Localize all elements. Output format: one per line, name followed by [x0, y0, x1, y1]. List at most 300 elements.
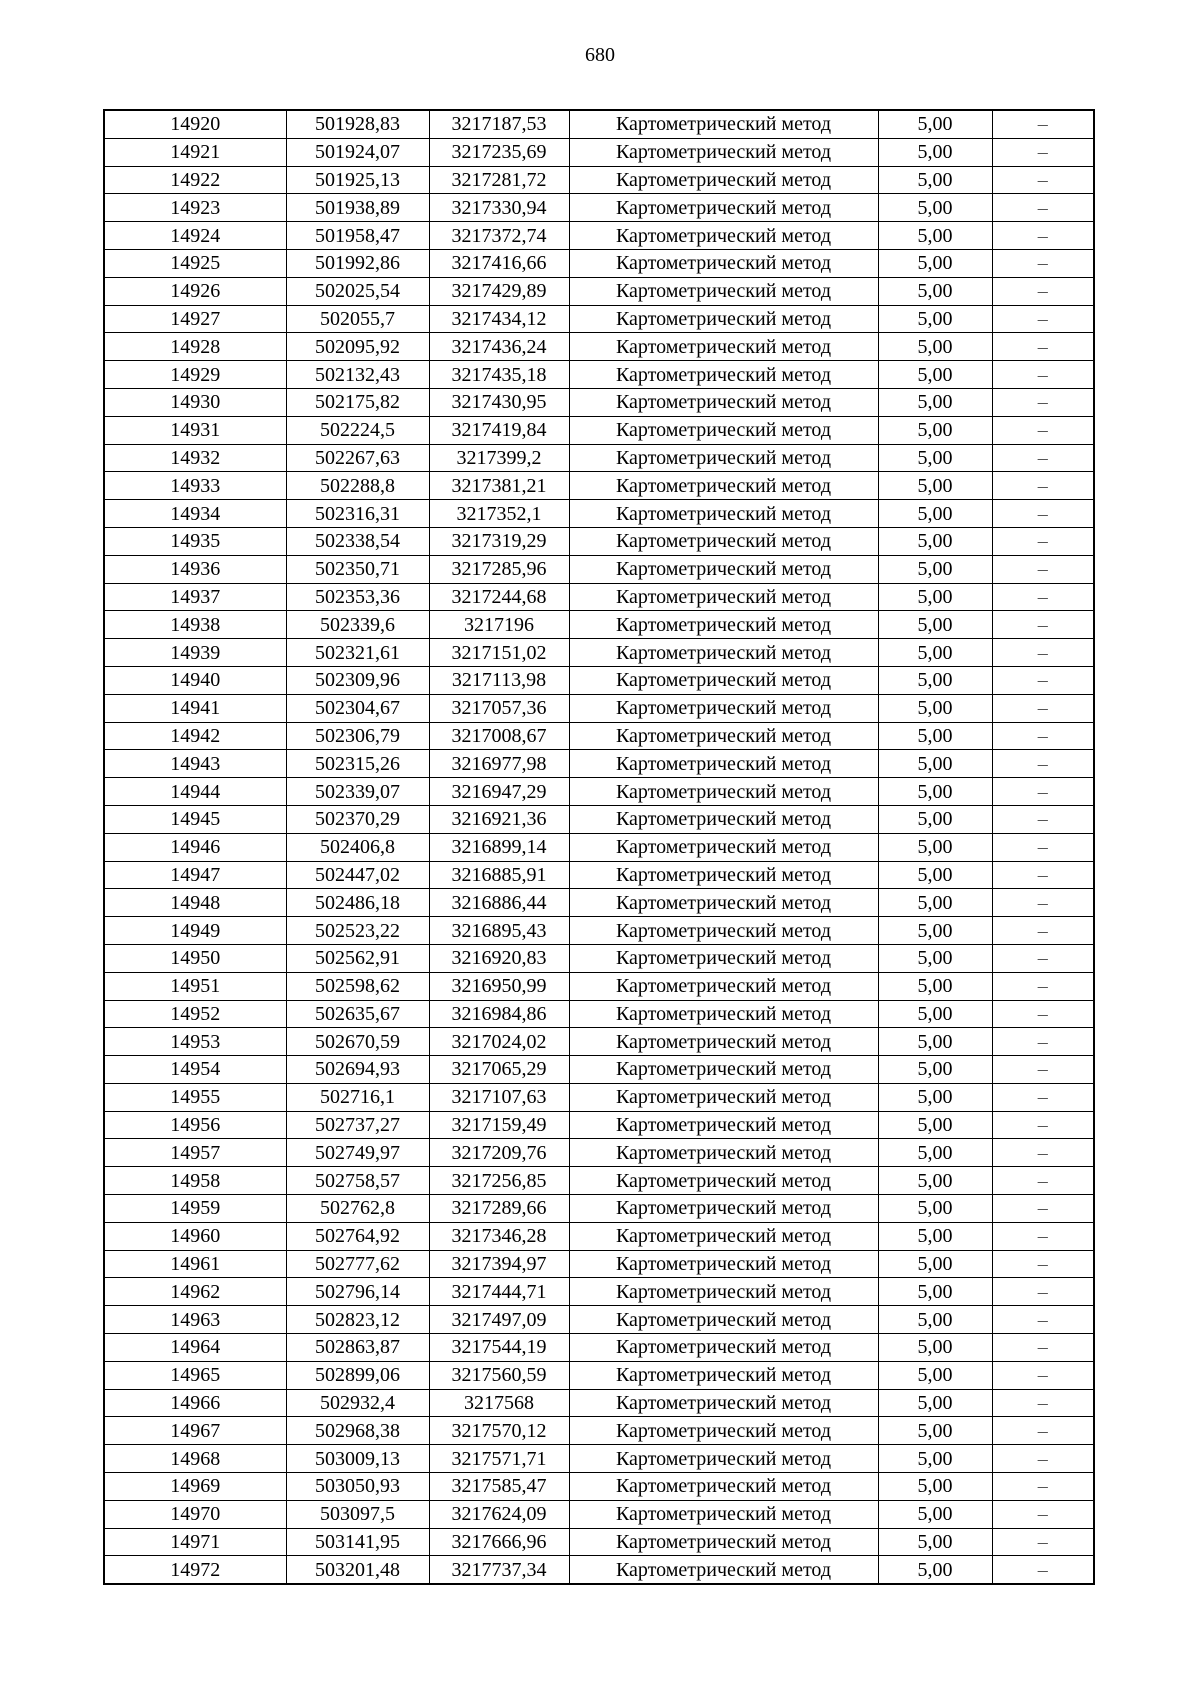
- method-cell: Картометрический метод: [569, 722, 878, 750]
- table-row: [104, 555, 1094, 583]
- table-row: [104, 1445, 1094, 1473]
- point-number-cell: 14951: [104, 972, 286, 1000]
- error-cell: 5,00: [878, 1389, 992, 1417]
- y-coordinate-cell: 3217151,02: [429, 639, 569, 667]
- table-row: [104, 1028, 1094, 1056]
- x-coordinate-cell: 502339,07: [286, 778, 429, 806]
- point-number-cell: 14952: [104, 1000, 286, 1028]
- x-coordinate-cell: 503141,95: [286, 1528, 429, 1556]
- description-cell: –: [992, 1083, 1094, 1111]
- method-cell: Картометрический метод: [569, 527, 878, 555]
- table-row: [104, 917, 1094, 945]
- method-cell: Картометрический метод: [569, 1389, 878, 1417]
- error-cell: 5,00: [878, 722, 992, 750]
- description-cell: –: [992, 333, 1094, 361]
- x-coordinate-cell: 502899,06: [286, 1361, 429, 1389]
- table-row: [104, 722, 1094, 750]
- table-row: [104, 444, 1094, 472]
- x-coordinate-cell: 502321,61: [286, 639, 429, 667]
- description-cell: –: [992, 583, 1094, 611]
- point-number-cell: 14969: [104, 1473, 286, 1501]
- description-cell: –: [992, 1445, 1094, 1473]
- y-coordinate-cell: 3217159,49: [429, 1111, 569, 1139]
- description-cell: –: [992, 778, 1094, 806]
- method-cell: Картометрический метод: [569, 444, 878, 472]
- error-cell: 5,00: [878, 527, 992, 555]
- point-number-cell: 14924: [104, 222, 286, 250]
- method-cell: Картометрический метод: [569, 1306, 878, 1334]
- table-row: [104, 1417, 1094, 1445]
- point-number-cell: 14923: [104, 194, 286, 222]
- x-coordinate-cell: 502635,67: [286, 1000, 429, 1028]
- error-cell: 5,00: [878, 1250, 992, 1278]
- point-number-cell: 14936: [104, 555, 286, 583]
- point-number-cell: 14964: [104, 1334, 286, 1362]
- description-cell: –: [992, 1000, 1094, 1028]
- description-cell: –: [992, 750, 1094, 778]
- error-cell: 5,00: [878, 1306, 992, 1334]
- error-cell: 5,00: [878, 1417, 992, 1445]
- point-number-cell: 14972: [104, 1556, 286, 1584]
- x-coordinate-cell: 502025,54: [286, 277, 429, 305]
- y-coordinate-cell: 3217571,71: [429, 1445, 569, 1473]
- description-cell: –: [992, 694, 1094, 722]
- method-cell: Картометрический метод: [569, 972, 878, 1000]
- x-coordinate-cell: 501992,86: [286, 249, 429, 277]
- error-cell: 5,00: [878, 833, 992, 861]
- description-cell: –: [992, 833, 1094, 861]
- point-number-cell: 14941: [104, 694, 286, 722]
- error-cell: 5,00: [878, 1028, 992, 1056]
- y-coordinate-cell: 3217346,28: [429, 1222, 569, 1250]
- x-coordinate-cell: 502224,5: [286, 416, 429, 444]
- point-number-cell: 14938: [104, 611, 286, 639]
- method-cell: Картометрический метод: [569, 361, 878, 389]
- error-cell: 5,00: [878, 694, 992, 722]
- x-coordinate-cell: 502288,8: [286, 472, 429, 500]
- x-coordinate-cell: 502777,62: [286, 1250, 429, 1278]
- y-coordinate-cell: 3217419,84: [429, 416, 569, 444]
- table-row: [104, 1278, 1094, 1306]
- table-row: [104, 805, 1094, 833]
- method-cell: Картометрический метод: [569, 1417, 878, 1445]
- table-row: [104, 1083, 1094, 1111]
- point-number-cell: 14934: [104, 500, 286, 528]
- method-cell: Картометрический метод: [569, 861, 878, 889]
- point-number-cell: 14922: [104, 166, 286, 194]
- description-cell: –: [992, 1167, 1094, 1195]
- x-coordinate-cell: 503050,93: [286, 1473, 429, 1501]
- x-coordinate-cell: 502562,91: [286, 944, 429, 972]
- point-number-cell: 14926: [104, 277, 286, 305]
- table-row: [104, 416, 1094, 444]
- point-number-cell: 14961: [104, 1250, 286, 1278]
- table-row: [104, 472, 1094, 500]
- error-cell: 5,00: [878, 500, 992, 528]
- x-coordinate-cell: 502350,71: [286, 555, 429, 583]
- y-coordinate-cell: 3217568: [429, 1389, 569, 1417]
- method-cell: Картометрический метод: [569, 1139, 878, 1167]
- table-row: [104, 1556, 1094, 1584]
- error-cell: 5,00: [878, 917, 992, 945]
- x-coordinate-cell: 502095,92: [286, 333, 429, 361]
- table-row: [104, 527, 1094, 555]
- error-cell: 5,00: [878, 889, 992, 917]
- point-number-cell: 14956: [104, 1111, 286, 1139]
- y-coordinate-cell: 3217430,95: [429, 388, 569, 416]
- error-cell: 5,00: [878, 1056, 992, 1084]
- table-row: [104, 1306, 1094, 1334]
- description-cell: –: [992, 889, 1094, 917]
- x-coordinate-cell: 503201,48: [286, 1556, 429, 1584]
- method-cell: Картометрический метод: [569, 666, 878, 694]
- table-row: [104, 1500, 1094, 1528]
- table-row: [104, 1250, 1094, 1278]
- method-cell: Картометрический метод: [569, 833, 878, 861]
- table-row: [104, 1000, 1094, 1028]
- method-cell: Картометрический метод: [569, 778, 878, 806]
- description-cell: –: [992, 1500, 1094, 1528]
- description-cell: –: [992, 1111, 1094, 1139]
- point-number-cell: 14960: [104, 1222, 286, 1250]
- error-cell: 5,00: [878, 1083, 992, 1111]
- y-coordinate-cell: 3217256,85: [429, 1167, 569, 1195]
- description-cell: –: [992, 972, 1094, 1000]
- error-cell: 5,00: [878, 1195, 992, 1223]
- description-cell: –: [992, 166, 1094, 194]
- description-cell: –: [992, 249, 1094, 277]
- point-number-cell: 14963: [104, 1306, 286, 1334]
- error-cell: 5,00: [878, 138, 992, 166]
- description-cell: –: [992, 861, 1094, 889]
- x-coordinate-cell: 502316,31: [286, 500, 429, 528]
- x-coordinate-cell: 502823,12: [286, 1306, 429, 1334]
- description-cell: –: [992, 1028, 1094, 1056]
- point-number-cell: 14943: [104, 750, 286, 778]
- error-cell: 5,00: [878, 944, 992, 972]
- y-coordinate-cell: 3217444,71: [429, 1278, 569, 1306]
- y-coordinate-cell: 3217330,94: [429, 194, 569, 222]
- point-number-cell: 14965: [104, 1361, 286, 1389]
- point-number-cell: 14955: [104, 1083, 286, 1111]
- error-cell: 5,00: [878, 1139, 992, 1167]
- point-number-cell: 14947: [104, 861, 286, 889]
- description-cell: –: [992, 1139, 1094, 1167]
- point-number-cell: 14932: [104, 444, 286, 472]
- method-cell: Картометрический метод: [569, 472, 878, 500]
- method-cell: Картометрический метод: [569, 138, 878, 166]
- y-coordinate-cell: 3216977,98: [429, 750, 569, 778]
- error-cell: 5,00: [878, 444, 992, 472]
- point-number-cell: 14946: [104, 833, 286, 861]
- y-coordinate-cell: 3216950,99: [429, 972, 569, 1000]
- method-cell: Картометрический метод: [569, 1556, 878, 1584]
- method-cell: Картометрический метод: [569, 1528, 878, 1556]
- description-cell: –: [992, 639, 1094, 667]
- table-row: [104, 694, 1094, 722]
- point-number-cell: 14925: [104, 249, 286, 277]
- coordinates-table-body: [104, 110, 1094, 1584]
- method-cell: Картометрический метод: [569, 305, 878, 333]
- x-coordinate-cell: 502968,38: [286, 1417, 429, 1445]
- point-number-cell: 14954: [104, 1056, 286, 1084]
- method-cell: Картометрический метод: [569, 1473, 878, 1501]
- description-cell: –: [992, 194, 1094, 222]
- description-cell: –: [992, 1195, 1094, 1223]
- y-coordinate-cell: 3217624,09: [429, 1500, 569, 1528]
- error-cell: 5,00: [878, 166, 992, 194]
- method-cell: Картометрический метод: [569, 750, 878, 778]
- point-number-cell: 14927: [104, 305, 286, 333]
- x-coordinate-cell: 501925,13: [286, 166, 429, 194]
- error-cell: 5,00: [878, 416, 992, 444]
- y-coordinate-cell: 3217235,69: [429, 138, 569, 166]
- y-coordinate-cell: 3217285,96: [429, 555, 569, 583]
- y-coordinate-cell: 3217544,19: [429, 1334, 569, 1362]
- x-coordinate-cell: 502694,93: [286, 1056, 429, 1084]
- y-coordinate-cell: 3217381,21: [429, 472, 569, 500]
- method-cell: Картометрический метод: [569, 1195, 878, 1223]
- y-coordinate-cell: 3217289,66: [429, 1195, 569, 1223]
- table-row: [104, 1139, 1094, 1167]
- y-coordinate-cell: 3217008,67: [429, 722, 569, 750]
- y-coordinate-cell: 3217737,34: [429, 1556, 569, 1584]
- x-coordinate-cell: 502309,96: [286, 666, 429, 694]
- x-coordinate-cell: 502447,02: [286, 861, 429, 889]
- error-cell: 5,00: [878, 1000, 992, 1028]
- method-cell: Картометрический метод: [569, 1056, 878, 1084]
- method-cell: Картометрический метод: [569, 333, 878, 361]
- error-cell: 5,00: [878, 778, 992, 806]
- point-number-cell: 14950: [104, 944, 286, 972]
- description-cell: –: [992, 500, 1094, 528]
- y-coordinate-cell: 3217570,12: [429, 1417, 569, 1445]
- point-number-cell: 14928: [104, 333, 286, 361]
- y-coordinate-cell: 3217434,12: [429, 305, 569, 333]
- point-number-cell: 14937: [104, 583, 286, 611]
- method-cell: Картометрический метод: [569, 1278, 878, 1306]
- error-cell: 5,00: [878, 555, 992, 583]
- y-coordinate-cell: 3217319,29: [429, 527, 569, 555]
- description-cell: –: [992, 388, 1094, 416]
- error-cell: 5,00: [878, 1445, 992, 1473]
- x-coordinate-cell: 502267,63: [286, 444, 429, 472]
- y-coordinate-cell: 3217416,66: [429, 249, 569, 277]
- x-coordinate-cell: 502055,7: [286, 305, 429, 333]
- table-row: [104, 1389, 1094, 1417]
- method-cell: Картометрический метод: [569, 1028, 878, 1056]
- error-cell: 5,00: [878, 972, 992, 1000]
- table-row: [104, 110, 1094, 138]
- description-cell: –: [992, 611, 1094, 639]
- x-coordinate-cell: 502339,6: [286, 611, 429, 639]
- method-cell: Картометрический метод: [569, 416, 878, 444]
- description-cell: –: [992, 472, 1094, 500]
- y-coordinate-cell: 3217024,02: [429, 1028, 569, 1056]
- table-row: [104, 833, 1094, 861]
- point-number-cell: 14967: [104, 1417, 286, 1445]
- description-cell: –: [992, 1361, 1094, 1389]
- x-coordinate-cell: 503097,5: [286, 1500, 429, 1528]
- table-row: [104, 1167, 1094, 1195]
- point-number-cell: 14930: [104, 388, 286, 416]
- table-row: [104, 889, 1094, 917]
- description-cell: –: [992, 917, 1094, 945]
- error-cell: 5,00: [878, 666, 992, 694]
- point-number-cell: 14940: [104, 666, 286, 694]
- description-cell: –: [992, 805, 1094, 833]
- error-cell: 5,00: [878, 861, 992, 889]
- table-row: [104, 611, 1094, 639]
- x-coordinate-cell: 501938,89: [286, 194, 429, 222]
- y-coordinate-cell: 3217666,96: [429, 1528, 569, 1556]
- description-cell: –: [992, 305, 1094, 333]
- method-cell: Картометрический метод: [569, 194, 878, 222]
- table-row: [104, 1361, 1094, 1389]
- error-cell: 5,00: [878, 1222, 992, 1250]
- error-cell: 5,00: [878, 805, 992, 833]
- description-cell: –: [992, 1528, 1094, 1556]
- error-cell: 5,00: [878, 222, 992, 250]
- error-cell: 5,00: [878, 583, 992, 611]
- method-cell: Картометрический метод: [569, 1445, 878, 1473]
- table-row: [104, 1111, 1094, 1139]
- error-cell: 5,00: [878, 333, 992, 361]
- point-number-cell: 14931: [104, 416, 286, 444]
- x-coordinate-cell: 502353,36: [286, 583, 429, 611]
- point-number-cell: 14970: [104, 1500, 286, 1528]
- y-coordinate-cell: 3217196: [429, 611, 569, 639]
- description-cell: –: [992, 277, 1094, 305]
- description-cell: –: [992, 1473, 1094, 1501]
- method-cell: Картометрический метод: [569, 222, 878, 250]
- y-coordinate-cell: 3217429,89: [429, 277, 569, 305]
- method-cell: Картометрический метод: [569, 805, 878, 833]
- error-cell: 5,00: [878, 1334, 992, 1362]
- x-coordinate-cell: 502175,82: [286, 388, 429, 416]
- y-coordinate-cell: 3217497,09: [429, 1306, 569, 1334]
- description-cell: –: [992, 1222, 1094, 1250]
- point-number-cell: 14939: [104, 639, 286, 667]
- description-cell: –: [992, 1278, 1094, 1306]
- method-cell: Картометрический метод: [569, 1083, 878, 1111]
- error-cell: 5,00: [878, 1500, 992, 1528]
- description-cell: –: [992, 944, 1094, 972]
- y-coordinate-cell: 3216886,44: [429, 889, 569, 917]
- description-cell: –: [992, 361, 1094, 389]
- method-cell: Картометрический метод: [569, 555, 878, 583]
- description-cell: –: [992, 416, 1094, 444]
- x-coordinate-cell: 502523,22: [286, 917, 429, 945]
- method-cell: Картометрический метод: [569, 583, 878, 611]
- point-number-cell: 14942: [104, 722, 286, 750]
- x-coordinate-cell: 502670,59: [286, 1028, 429, 1056]
- error-cell: 5,00: [878, 1473, 992, 1501]
- y-coordinate-cell: 3217372,74: [429, 222, 569, 250]
- table-row: [104, 138, 1094, 166]
- x-coordinate-cell: 501928,83: [286, 110, 429, 138]
- method-cell: Картометрический метод: [569, 277, 878, 305]
- table-row: [104, 333, 1094, 361]
- table-row: [104, 249, 1094, 277]
- description-cell: –: [992, 444, 1094, 472]
- x-coordinate-cell: 502406,8: [286, 833, 429, 861]
- x-coordinate-cell: 502716,1: [286, 1083, 429, 1111]
- table-row: [104, 639, 1094, 667]
- table-row: [104, 1195, 1094, 1223]
- y-coordinate-cell: 3216984,86: [429, 1000, 569, 1028]
- error-cell: 5,00: [878, 388, 992, 416]
- point-number-cell: 14968: [104, 1445, 286, 1473]
- y-coordinate-cell: 3217187,53: [429, 110, 569, 138]
- table-row: [104, 305, 1094, 333]
- description-cell: –: [992, 1556, 1094, 1584]
- error-cell: 5,00: [878, 1278, 992, 1306]
- table-row: [104, 750, 1094, 778]
- description-cell: –: [992, 527, 1094, 555]
- method-cell: Картометрический метод: [569, 249, 878, 277]
- x-coordinate-cell: 502132,43: [286, 361, 429, 389]
- page-number: 680: [585, 44, 615, 66]
- table-row: [104, 1528, 1094, 1556]
- y-coordinate-cell: 3217394,97: [429, 1250, 569, 1278]
- error-cell: 5,00: [878, 361, 992, 389]
- method-cell: Картометрический метод: [569, 611, 878, 639]
- error-cell: 5,00: [878, 249, 992, 277]
- description-cell: –: [992, 1306, 1094, 1334]
- point-number-cell: 14958: [104, 1167, 286, 1195]
- point-number-cell: 14929: [104, 361, 286, 389]
- y-coordinate-cell: 3217244,68: [429, 583, 569, 611]
- y-coordinate-cell: 3217209,76: [429, 1139, 569, 1167]
- point-number-cell: 14949: [104, 917, 286, 945]
- error-cell: 5,00: [878, 472, 992, 500]
- method-cell: Картометрический метод: [569, 1111, 878, 1139]
- point-number-cell: 14921: [104, 138, 286, 166]
- method-cell: Картометрический метод: [569, 1000, 878, 1028]
- method-cell: Картометрический метод: [569, 1222, 878, 1250]
- method-cell: Картометрический метод: [569, 500, 878, 528]
- description-cell: –: [992, 222, 1094, 250]
- method-cell: Картометрический метод: [569, 1334, 878, 1362]
- table-row: [104, 1222, 1094, 1250]
- y-coordinate-cell: 3216895,43: [429, 917, 569, 945]
- y-coordinate-cell: 3217281,72: [429, 166, 569, 194]
- table-row: [104, 944, 1094, 972]
- y-coordinate-cell: 3217560,59: [429, 1361, 569, 1389]
- point-number-cell: 14920: [104, 110, 286, 138]
- x-coordinate-cell: 502749,97: [286, 1139, 429, 1167]
- method-cell: Картометрический метод: [569, 1167, 878, 1195]
- x-coordinate-cell: 501958,47: [286, 222, 429, 250]
- y-coordinate-cell: 3217436,24: [429, 333, 569, 361]
- y-coordinate-cell: 3217585,47: [429, 1473, 569, 1501]
- point-number-cell: 14935: [104, 527, 286, 555]
- table-row: [104, 1056, 1094, 1084]
- point-number-cell: 14959: [104, 1195, 286, 1223]
- point-number-cell: 14944: [104, 778, 286, 806]
- table-row: [104, 972, 1094, 1000]
- method-cell: Картометрический метод: [569, 110, 878, 138]
- table-row: [104, 388, 1094, 416]
- point-number-cell: 14966: [104, 1389, 286, 1417]
- x-coordinate-cell: 502762,8: [286, 1195, 429, 1223]
- table-row: [104, 222, 1094, 250]
- method-cell: Картометрический метод: [569, 1500, 878, 1528]
- table-row: [104, 583, 1094, 611]
- error-cell: 5,00: [878, 110, 992, 138]
- error-cell: 5,00: [878, 1556, 992, 1584]
